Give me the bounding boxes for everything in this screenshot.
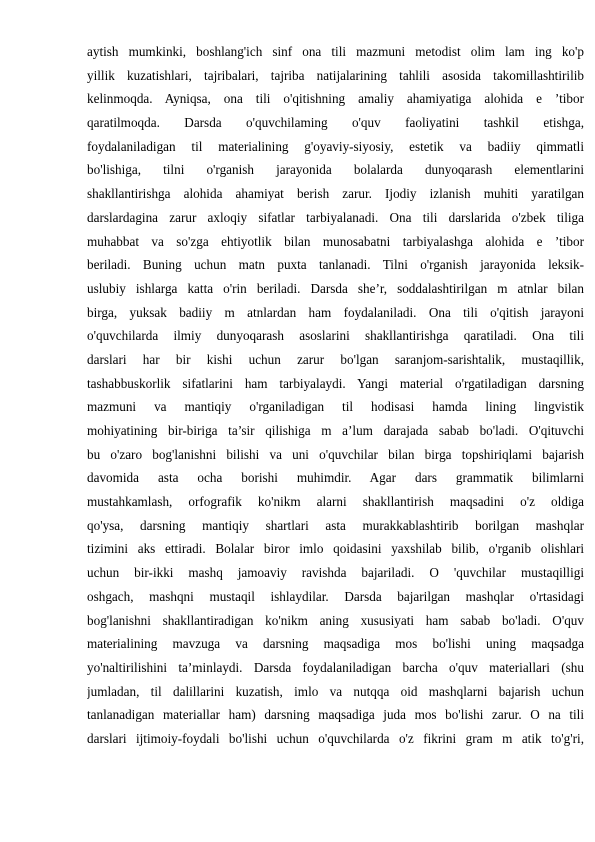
text-line: kelinmoqda. Ayniqsa, ona tili o'qitishning amaliy ahamiyatiga alohida e ’tibor (87, 91, 584, 107)
text-line: darslari ijtimoiy-foydali bo'lishi uchun o'quvchilarda o'z fikrini gram m atik to'g'ri, (87, 730, 584, 746)
text-line: bo'lishiga, tilni o'rganish jarayonida bolalarda dunyoqarash elementlarini (87, 162, 584, 178)
text-line: bog'lanishni shakllantiradigan ko'nikm aning xususiyati ham sabab bo'ladi. O'quv (87, 612, 584, 628)
text-line: davomida asta ocha borishi muhimdir. Agar dars grammatik bilimlarni (87, 470, 584, 486)
text-line: qaratilmoqda. Darsda o'quvchilaming o'quv faoliyatini tashkil etishga, (87, 115, 584, 131)
text-line: tizimini aks ettiradi. Bolalar biror imlo qoidasini yaxshilab bilib, o'rganib olishlari (87, 541, 584, 557)
text-line: tanlanadigan materiallar ham) darsning maqsadiga juda mos bo'lishi zarur. O na tili (87, 707, 584, 723)
text-line: muhabbat va so'zga ehtiyotlik bilan munosabatni tarbiyalashga alohida e ’tibor (87, 233, 584, 249)
text-line: mohiyatining bir-biriga ta’sir qilishiga m a’lum darajada sabab bo'ladi. O'qituvchi (87, 423, 584, 438)
text-line: uslubiy ishlarga katta o'rin beriladi. Darsda she’r, soddalashtirilgan m atnlar bilan (87, 280, 584, 296)
text-line: tashabbuskorlik sifatlarini ham tarbiyalaydi. Yangi material o'rgatiladigan darsning (87, 375, 584, 391)
text-line: beriladi. Buning uchun matn puxta tanlanadi. Tilni o'rganish jarayonida leksik- (87, 257, 584, 273)
text-line: bu o'zaro bog'lanishni bilishi va uni o'quvchilar bilan birga topshiriqlami bajarish (87, 446, 584, 462)
text-line: qo'ysa, darsning mantiqiy shartlari asta murakkablashtirib borilgan mashqlar (87, 517, 584, 533)
text-line: uchun bir-ikki mashq jamoaviy ravishda bajariladi. O 'quvchilar mustaqilligi (87, 565, 584, 581)
text-line: shakllantirishga alohida ahamiyat berish zarur. Ijodiy izlanish muhiti yaratilgan (87, 186, 584, 202)
text-line: mazmuni va mantiqiy o'rganiladigan til hodisasi hamda lining lingvistik (87, 399, 584, 415)
text-line: mustahkamlash, orfografik ko'nikm alarni shakllantirish maqsadini o'z oldiga (87, 494, 584, 510)
text-line: o'quvchilarda ilmiy dunyoqarash asoslarini shakllantirishga qaratiladi. Ona tili (87, 328, 584, 344)
text-line: darslari har bir kishi uchun zarur bo'lgan saranjom-sarishtalik, mustaqillik, (87, 351, 584, 367)
text-line: oshgach, mashqni mustaqil ishlaydilar. Darsda bajarilgan mashqlar o'rtasidagi (87, 588, 584, 604)
text-line: darslardagina zarur axloqiy sifatlar tarbiyalanadi. Ona tili darslarida o'zbek tiliga (87, 209, 584, 225)
text-line: jumladan, til dalillarini kuzatish, imlo va nutqqa oid mashqlarni bajarish uchun (87, 683, 584, 699)
text-line: aytish mumkinki, boshlang'ich sinf ona tili mazmuni metodist olim lam ing ko'p (87, 44, 584, 59)
text-line: yo'naltirilishini ta’minlaydi. Darsda foydalaniladigan barcha o'quv materiallari (shu (87, 659, 584, 675)
body-text (87, 40, 584, 751)
text-line: foydalaniladigan til materialining g'oyaviy-siyosiy, estetik va badiiy qimmatli (87, 138, 584, 154)
text-line: yillik kuzatishlari, tajribalari, tajriba natijalarining tahlili asosida takomillashtirilib (87, 67, 584, 83)
text-line: materialining mavzuga va darsning maqsadiga mos bo'lishi uning maqsadga (87, 636, 584, 652)
text-line: birga, yuksak badiiy m atnlardan ham foydalaniladi. Ona tili o'qitish jarayoni (87, 304, 584, 320)
